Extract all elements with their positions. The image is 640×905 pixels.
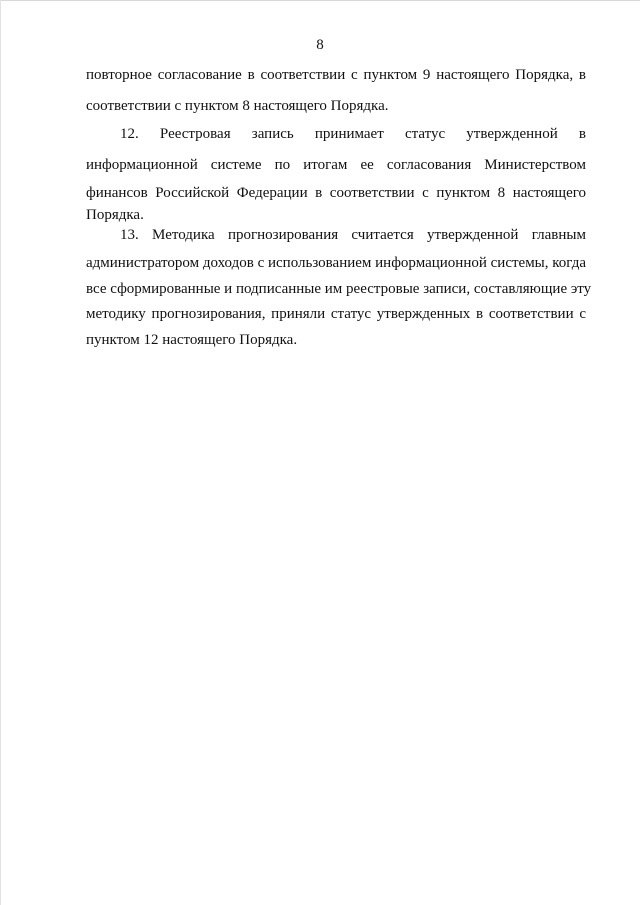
paragraph-3-line-1: 13. Методика прогнозирования считается утвержденной главным bbox=[120, 227, 586, 243]
paragraph-1-line-1: повторное согласование в соответствии с пунктом 9 настоящего Порядка, в bbox=[86, 67, 586, 83]
paragraph-3-line-3: все сформированные и подписанные им реестровые записи, составляющие эту bbox=[86, 281, 592, 297]
paragraph-3-line-4: методику прогнозирования, приняли статус утвержденных в соответствии с bbox=[86, 306, 586, 322]
paragraph-3-line-5: пунктом 12 настоящего Порядка. bbox=[86, 332, 298, 348]
paragraph-2-line-1: 12. Реестровая запись принимает статус утвержденной в bbox=[120, 126, 586, 142]
paragraph-2-line-4: Порядка. bbox=[86, 207, 144, 223]
paragraph-1-line-2: соответствии с пунктом 8 настоящего Порядка. bbox=[86, 98, 389, 114]
scan-edge-top bbox=[0, 0, 640, 1]
page-number: 8 bbox=[316, 37, 324, 53]
paragraph-3-line-2: администратором доходов с использованием информационной системы, когда bbox=[86, 255, 586, 271]
paragraph-2-line-2: информационной системе по итогам ее согласования Министерством bbox=[86, 157, 586, 173]
scan-edge-left bbox=[0, 0, 1, 905]
paragraph-2-line-3: финансов Российской Федерации в соответствии с пунктом 8 настоящего bbox=[86, 185, 586, 201]
